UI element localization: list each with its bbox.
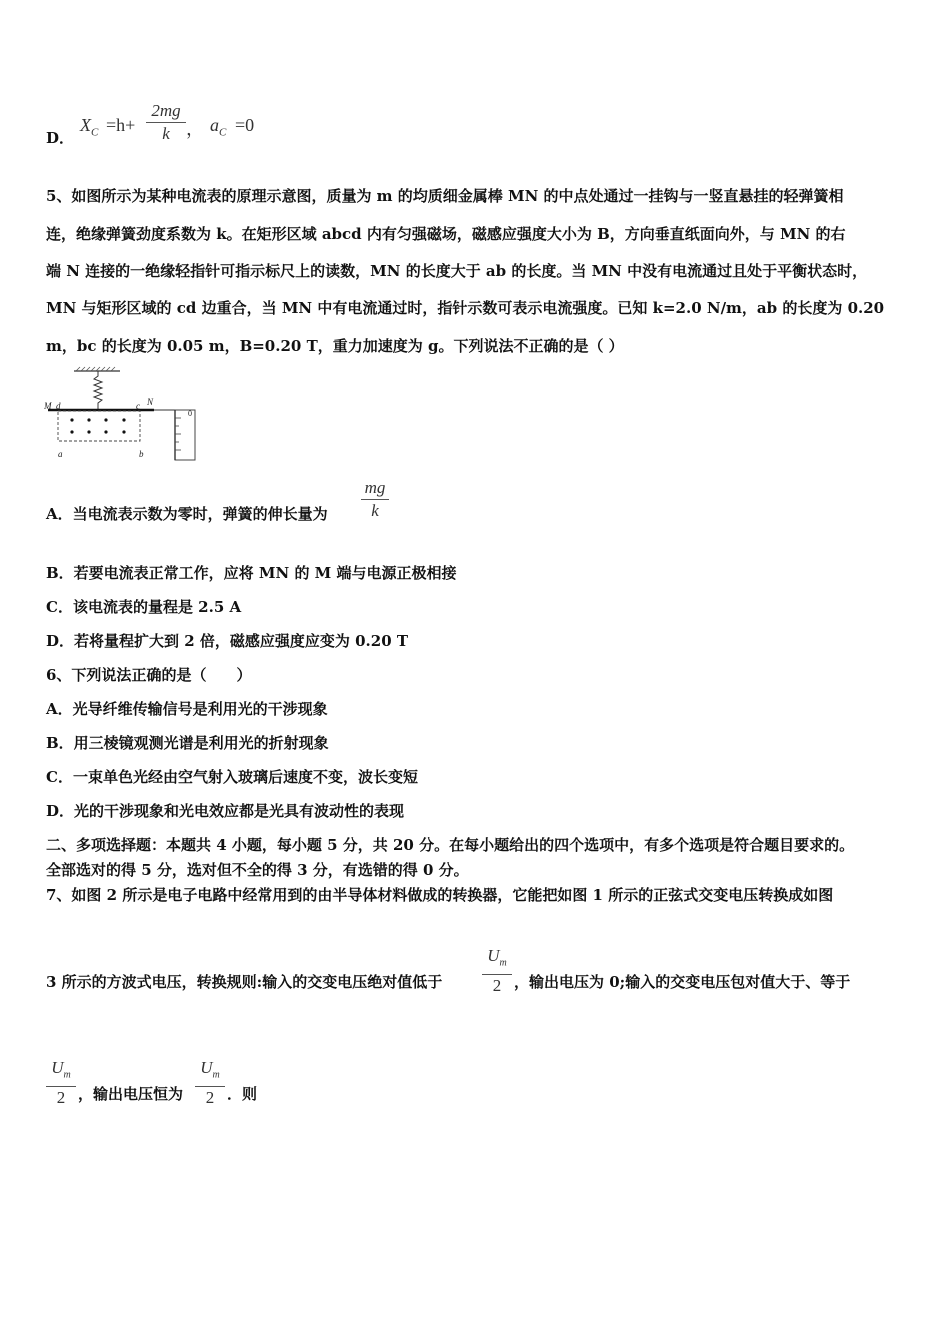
- scale-frame: [175, 410, 195, 460]
- q6-option-b: B．用三棱镜观测光谱是利用光的折射现象: [46, 734, 329, 752]
- q7-line-2-post: ，输出电压为 0;输入的交变电压包对值大于、等于: [514, 973, 851, 991]
- q6-option-c: C．一束单色光经由空气射入玻璃后速度不变，波长变短: [46, 768, 418, 786]
- ammeter-diagram: [44, 366, 204, 464]
- q5-stem-line-4: MN 与矩形区域的 cd 边重合，当 MN 中有电流通过时，指针示数可表示电流强度。已知 k=2.0 N/m，ab 的长度为 0.20: [46, 299, 885, 317]
- q7-line-3-end: ．则: [227, 1085, 258, 1103]
- label-zero: 0: [188, 409, 192, 418]
- formula-sep: ，: [186, 119, 204, 139]
- magnetic-field-region: [58, 411, 140, 441]
- q5-stem-line-1: 5、如图所示为某种电流表的原理示意图，质量为 m 的均质细金属棒 MN 的中点处通过一挂钩与一竖直悬挂的轻弹簧相: [46, 187, 844, 205]
- ceiling-hatch: [76, 367, 115, 371]
- prev-option-d-formula: [80, 103, 280, 153]
- q7-line-2-pre: 3 所示的方波式电压，转换规则:输入的交变电压绝对值低于: [46, 973, 443, 991]
- q6-option-a: A．光导纤维传输信号是利用光的干涉现象: [46, 700, 328, 718]
- field-dots: [70, 418, 125, 433]
- formula-a-eq: =0: [235, 115, 255, 135]
- q7-line-1: 7、如图 2 所示是电子电路中经常用到的由半导体材料做成的转换器，它能把如图 1 所示的正弦式交变电压转换成如图: [46, 886, 834, 904]
- formula-eq: =h+: [106, 115, 136, 135]
- formula-x: $X_C$: [80, 115, 99, 139]
- spring: [94, 371, 102, 409]
- q5-option-a-fraction: mg k: [361, 478, 389, 521]
- label-b: b: [139, 449, 144, 459]
- q6-stem: 6、下列说法正确的是（ ）: [46, 666, 252, 684]
- prev-option-d-label: D．: [46, 129, 75, 147]
- section2-line-1: 二、多项选择题：本题共 4 小题，每小题 5 分，共 20 分。在每小题给出的四个选项中，有多个选项是符合题目要求的。: [46, 836, 855, 854]
- label-m: M: [44, 401, 52, 411]
- q5-option-b: B．若要电流表正常工作，应将 MN 的 M 端与电源正极相接: [46, 564, 457, 582]
- q5-stem-line-2: 连，绝缘弹簧劲度系数为 k。在矩形区域 abcd 内有匀强磁场，磁感应强度大小为 B，方向垂直纸面向外，与 MN 的右: [46, 225, 846, 243]
- label-c: c: [136, 401, 140, 411]
- formula-a: $a_C$: [210, 115, 227, 139]
- label-n: N: [147, 397, 154, 407]
- q6-option-d: D．光的干涉现象和光电效应都是光具有波动性的表现: [46, 802, 405, 820]
- q5-option-a: A．当电流表示数为零时，弹簧的伸长量为: [46, 505, 328, 523]
- section2-line-2: 全部选对的得 5 分，选对但不全的得 3 分，有选错的得 0 分。: [46, 861, 469, 879]
- q7-fraction-2: $U_m$ 2: [46, 1058, 76, 1108]
- q7-fraction-3: $U_m$ 2: [195, 1058, 225, 1108]
- formula-fraction: 2mg k: [146, 101, 186, 144]
- scale-ticks: [175, 418, 181, 450]
- label-d: d: [56, 401, 61, 411]
- q5-stem-line-5: m，bc 的长度为 0.05 m，B=0.20 T，重力加速度为 g。下列说法不正确的是（ ）: [46, 337, 624, 355]
- q7-fraction-1: $U_m$ 2: [482, 946, 512, 996]
- label-a: a: [58, 449, 63, 459]
- q5-option-c: C．该电流表的量程是 2.5 A: [46, 598, 242, 616]
- q5-stem-line-3: 端 N 连接的一绝缘轻指针可指示标尺上的读数，MN 的长度大于 ab 的长度。当 MN 中没有电流通过且处于平衡状态时，: [46, 262, 868, 280]
- q7-line-3-mid: ，输出电压恒为: [78, 1085, 184, 1103]
- q5-option-d: D．若将量程扩大到 2 倍，磁感应强度应变为 0.20 T: [46, 632, 409, 650]
